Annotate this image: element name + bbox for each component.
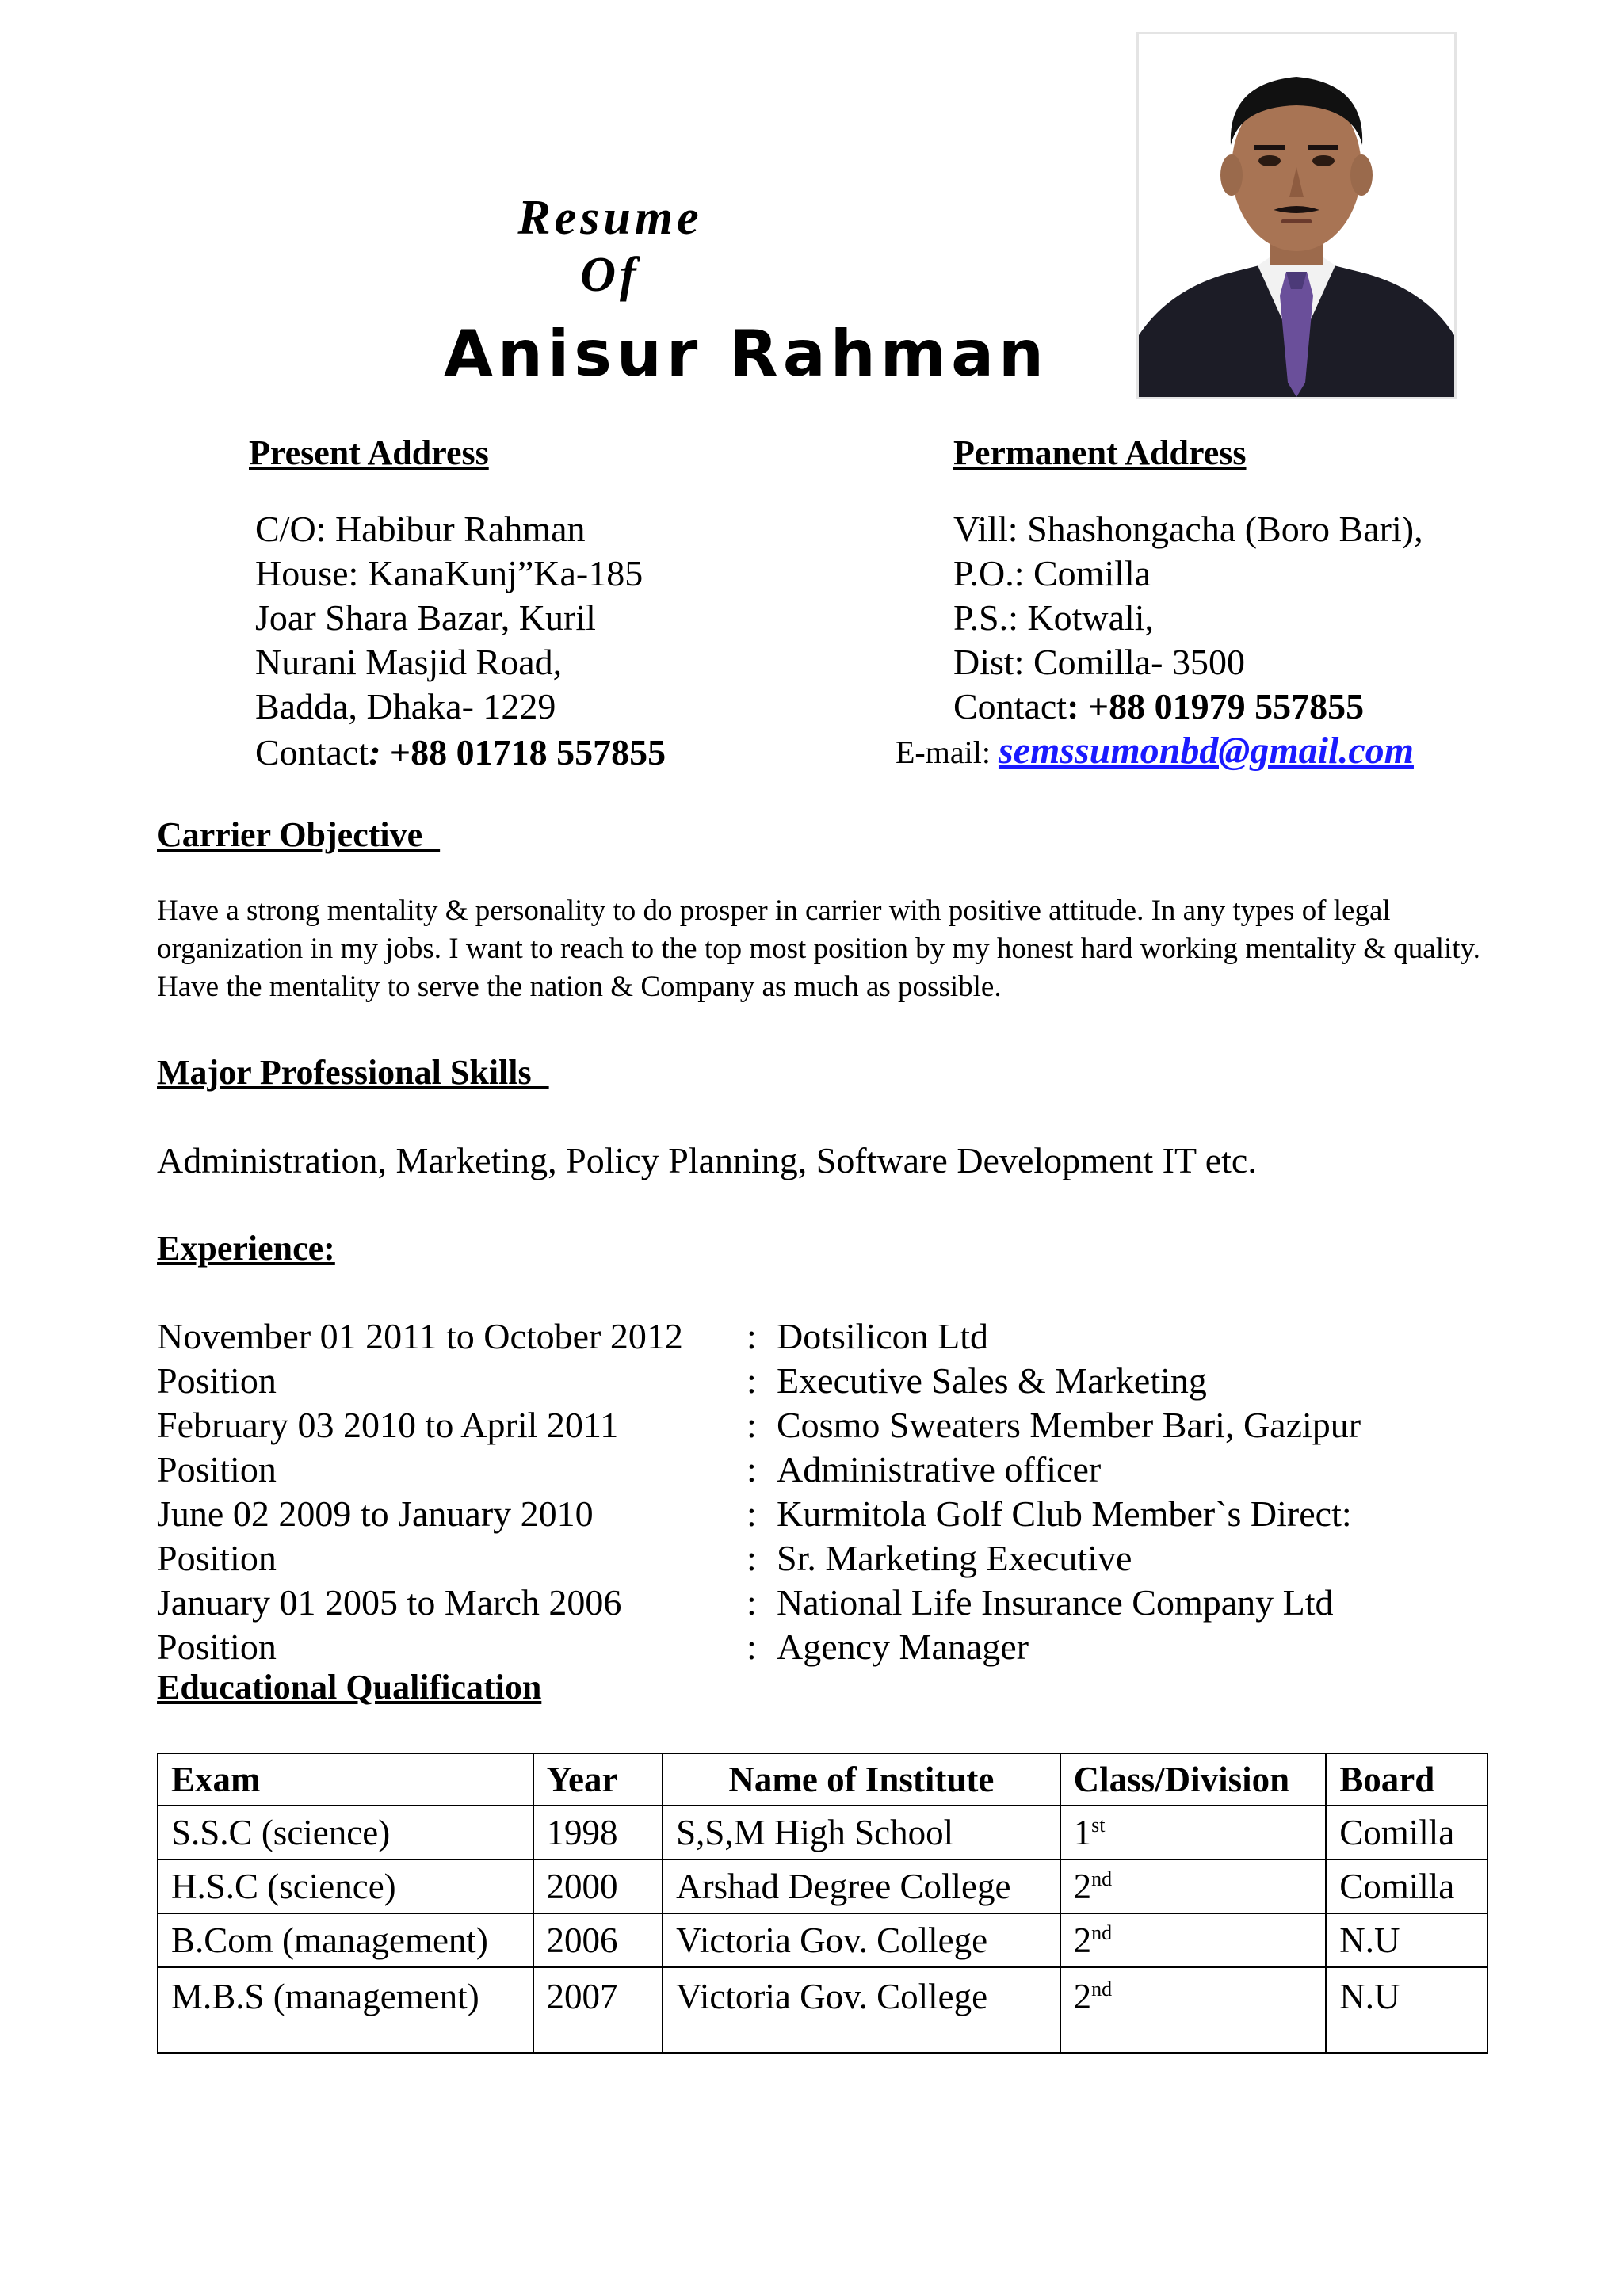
class-cell [1060,1859,1327,1913]
experience-separator: : [747,1493,757,1534]
resume-title: Resume [517,191,703,245]
experience-separator: : [747,1627,757,1667]
column-header: Class/Division [1060,1753,1327,1806]
column-header: Year [533,1753,663,1806]
experience-heading: Experience: [157,1229,335,1268]
table-row [158,1913,1487,1967]
class-value: 2 [1073,1920,1092,1960]
experience-value: Agency Manager [777,1627,1029,1667]
class-suffix: nd [1091,1978,1113,2000]
present-contact [255,730,666,775]
skills-text: Administration, Marketing, Policy Planning, Software Development IT etc. [157,1140,1257,1180]
email-link[interactable]: semssumonbd@gmail.com [998,730,1414,772]
candidate-name: Anisur Rahman [444,317,1048,391]
institute-cell: Victoria Gov. College [663,1967,1060,2053]
present-address-heading: Present Address [249,433,489,472]
board-cell: N.U [1326,1967,1487,2053]
objective-heading: Carrier Objective [157,815,441,854]
experience-value: Kurmitola Golf Club Member`s Direct: [777,1493,1352,1534]
present-address-line: C/O: Habibur Rahman [255,509,586,549]
portrait-image [1139,34,1454,397]
class-value: 1 [1073,1813,1092,1852]
table-header-row [158,1753,1487,1806]
experience-value: Cosmo Sweaters Member Bari, Gazipur [777,1405,1361,1445]
table-row [158,1967,1487,2053]
class-cell [1060,1806,1327,1859]
profile-photo [1136,32,1457,399]
experience-separator: : [747,1449,757,1489]
present-address-line: House: KanaKunj”Ka-185 [255,553,643,593]
exam-cell: B.Com (management) [158,1913,533,1967]
experience-separator: : [747,1538,757,1578]
permanent-address-line: Dist: Comilla- 3500 [953,642,1245,682]
experience-value: Administrative officer [777,1449,1102,1489]
experience-label: January 01 2005 to March 2006 [157,1582,622,1623]
experience-label: Position [157,1449,277,1489]
board-cell: N.U [1326,1913,1487,1967]
present-contact-phone: +88 01718 557855 [380,732,666,772]
experience-label: Position [157,1538,277,1578]
experience-label: Position [157,1627,277,1667]
table-row [158,1859,1487,1913]
resume-of: Of [580,248,640,302]
experience-value: Executive Sales & Marketing [777,1360,1207,1401]
exam-cell: M.B.S (management) [158,1967,533,2053]
experience-separator: : [747,1405,757,1445]
column-header: Exam [158,1753,533,1806]
permanent-contact-label: Contact [953,686,1067,727]
year-cell: 2006 [533,1913,663,1967]
experience-label: June 02 2009 to January 2010 [157,1493,594,1534]
column-header: Board [1326,1753,1487,1806]
permanent-address-heading: Permanent Address [953,433,1247,472]
experience-value: Sr. Marketing Executive [777,1538,1132,1578]
experience-label: November 01 2011 to October 2012 [157,1316,683,1356]
experience-value: Dotsilicon Ltd [777,1316,989,1356]
board-cell: Comilla [1326,1859,1487,1913]
year-cell: 1998 [533,1806,663,1859]
present-address-line: Badda, Dhaka- 1229 [255,686,556,727]
permanent-contact-phone: : +88 01979 557855 [1067,686,1365,727]
institute-cell: Arshad Degree College [663,1859,1060,1913]
class-value: 2 [1073,1977,1092,2016]
email-label: E-mail: [896,734,999,770]
experience-label: February 03 2010 to April 2011 [157,1405,619,1445]
year-cell: 2000 [533,1859,663,1913]
class-cell [1060,1913,1327,1967]
experience-separator: : [747,1316,757,1356]
education-table [157,1753,1488,2054]
institute-cell: S,S,M High School [663,1806,1060,1859]
permanent-address-line: P.S.: Kotwali, [953,597,1155,638]
present-contact-colon: : [369,732,381,772]
present-contact-label: Contact [255,732,369,772]
objective-text: Have a strong mentality & personality to do prosper in carrier with positive attitude. In any types of legal organization in my jobs. I want to reach to the top most position by my honest hard working mentality & quality. Have the mentality to serve the nation & Company as much as possible. [157,894,1480,1003]
experience-separator: : [747,1582,757,1623]
column-header: Name of Institute [663,1753,1060,1806]
class-value: 2 [1073,1867,1092,1906]
permanent-contact [953,685,1364,729]
experience-label: Position [157,1360,277,1401]
skills-heading: Major Professional Skills [157,1053,549,1092]
permanent-address-line: P.O.: Comilla [953,553,1151,593]
institute-cell: Victoria Gov. College [663,1913,1060,1967]
permanent-address-line: Vill: Shashongacha (Boro Bari), [953,509,1423,549]
exam-cell: S.S.C (science) [158,1806,533,1859]
class-suffix: nd [1091,1921,1113,1944]
class-suffix: st [1091,1814,1106,1836]
experience-value: National Life Insurance Company Ltd [777,1582,1334,1623]
experience-separator: : [747,1360,757,1401]
table-row [158,1806,1487,1859]
exam-cell: H.S.C (science) [158,1859,533,1913]
class-suffix: nd [1091,1867,1113,1890]
class-cell [1060,1967,1327,2053]
present-address-line: Nurani Masjid Road, [255,642,563,682]
education-heading: Educational Qualification [157,1668,542,1707]
present-address-line: Joar Shara Bazar, Kuril [255,597,596,638]
board-cell: Comilla [1326,1806,1487,1859]
permanent-email [896,729,1414,775]
year-cell: 2007 [533,1967,663,2053]
